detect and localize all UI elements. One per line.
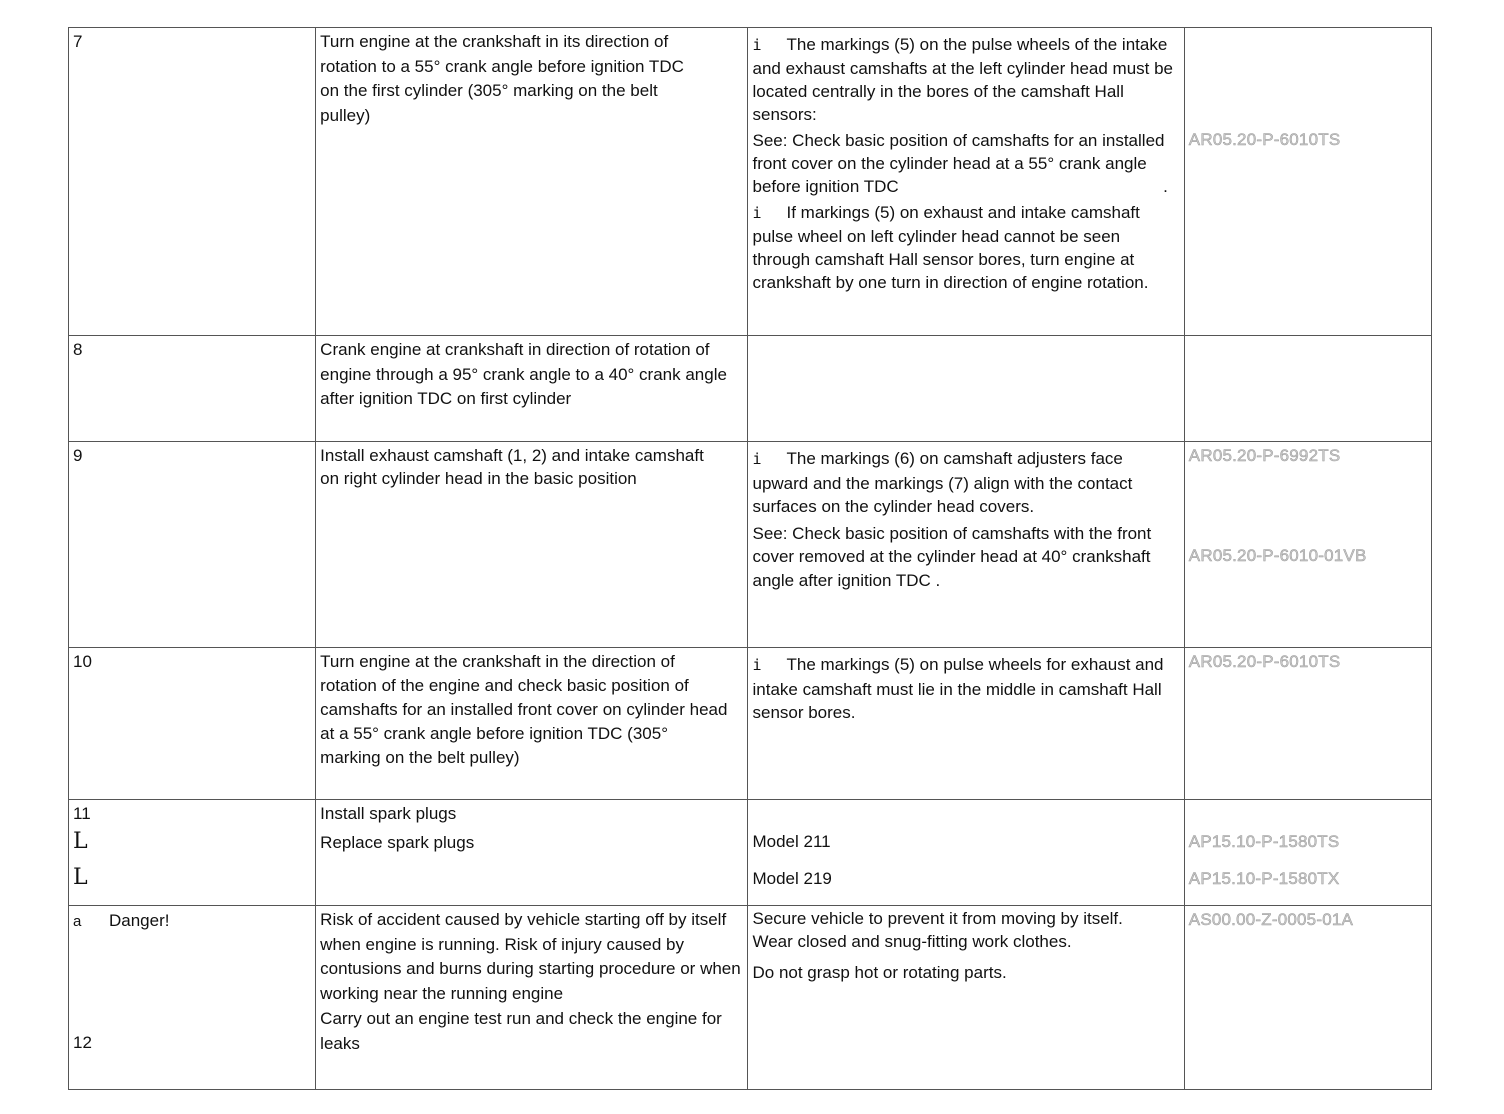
- see-text: See: Check basic position of camshafts for an installed front cover on the cylinder head at a 55° crank angle before ignition TDC: [752, 131, 1165, 196]
- document-reference-link[interactable]: AR05.20-P-6010-01VB: [1188, 545, 1367, 565]
- action-cell: [316, 800, 748, 906]
- note-text: The markings (5) on pulse wheels for exhaust and intake camshaft must lie in the middle in camshaft Hall sensor bores.: [752, 655, 1164, 722]
- danger-label: Danger!: [109, 911, 170, 930]
- document-reference-link[interactable]: AS00.00-Z-0005-01A: [1188, 910, 1354, 929]
- see-end-mark: .: [1163, 177, 1168, 196]
- table-row: [69, 906, 1432, 1090]
- step-number-cell: [69, 906, 316, 1090]
- document-reference-link[interactable]: AR05.20-P-6992TS: [1188, 446, 1341, 465]
- step-number: 12: [73, 1032, 92, 1052]
- step-action: Turn engine at the crankshaft in the direction of rotation of the engine and check basic position of camshafts for an installed front cover on cylinder head at a 55° crank angle before ignition TDC (305° marking on the belt pulley): [320, 652, 728, 767]
- substep-action: Replace spark plugs: [320, 832, 475, 852]
- safety-instruction: Wear closed and snug-fitting work clothes.: [752, 931, 1072, 951]
- reference-cell: [1184, 336, 1431, 442]
- substep-marker-icon: L: [73, 864, 88, 890]
- action-cell: [316, 906, 748, 1090]
- danger-text: Risk of accident caused by vehicle starting off by itself when engine is running. Risk of injury caused by contusions and burns during starting procedure or when working near the running engine: [320, 910, 741, 1003]
- note-block: [752, 447, 1179, 519]
- document-reference-link[interactable]: AP15.10-P-1580TX: [1188, 868, 1340, 888]
- procedure-table: [68, 27, 1432, 1090]
- note-block: [752, 653, 1179, 725]
- note-text: If markings (5) on exhaust and intake camshaft pulse wheel on left cylinder head cannot be seen through camshaft Hall sensor bores, turn engine at crankshaft by one turn in direction of engine rotation.: [752, 203, 1149, 292]
- note-cell: [748, 648, 1184, 800]
- reference-cell: [1184, 906, 1431, 1090]
- substep-marker-icon: L: [73, 828, 88, 854]
- reference-cell: [1184, 648, 1431, 800]
- see-reference: [752, 522, 1179, 593]
- table-row: [69, 28, 1432, 336]
- info-icon: i: [752, 36, 762, 54]
- step-number-cell: [69, 800, 316, 906]
- see-text: See: Check basic position of camshafts with the front cover removed at the cylinder head at 40° crankshaft angle after ignition TDC .: [752, 523, 1152, 590]
- action-cell: [316, 336, 748, 442]
- info-icon: i: [752, 204, 762, 222]
- step-number: 9: [73, 446, 83, 465]
- table-row: [69, 800, 1432, 906]
- step-number-cell: [69, 336, 316, 442]
- note-text: The markings (5) on the pulse wheels of the intake and exhaust camshafts at the left cylinder head must be located centrally in the bores of the camshaft Hall sensors:: [752, 35, 1174, 124]
- step-number: 10: [73, 652, 92, 671]
- step-number: 7: [73, 32, 83, 51]
- reference-cell: [1184, 800, 1431, 906]
- safety-instruction: Do not grasp hot or rotating parts.: [752, 963, 1007, 982]
- reference-cell: [1184, 28, 1431, 336]
- note-text: The markings (6) on camshaft adjusters face upward and the markings (7) align with the contact surfaces on the cylinder head covers.: [752, 449, 1133, 516]
- note-block: [752, 201, 1179, 294]
- model-label: Model 211: [752, 832, 831, 851]
- step-number: 11: [73, 804, 91, 823]
- table-row: [69, 442, 1432, 648]
- action-cell: [316, 28, 748, 336]
- step-action: Carry out an engine test run and check the engine for leaks: [320, 1009, 722, 1053]
- danger-warning-icon: a: [73, 913, 82, 930]
- step-action: Crank engine at crankshaft in direction of rotation of engine through a 95° crank angle to a 40° crank angle after ignition TDC on first cylinder: [320, 340, 727, 408]
- step-number-cell: [69, 28, 316, 336]
- note-cell: [748, 906, 1184, 1090]
- step-number-cell: [69, 442, 316, 648]
- info-icon: i: [752, 450, 762, 468]
- note-cell: [748, 442, 1184, 648]
- note-cell: [748, 800, 1184, 906]
- note-cell: [748, 28, 1184, 336]
- note-cell: [748, 336, 1184, 442]
- table-row: [69, 336, 1432, 442]
- note-block: [752, 33, 1179, 126]
- step-number: 8: [73, 340, 83, 359]
- document-reference-link[interactable]: AR05.20-P-6010TS: [1188, 652, 1341, 671]
- step-action: Turn engine at the crankshaft in its direction of rotation to a 55° crank angle before ignition TDC on the first cylinder (305° marking on the belt pulley): [320, 32, 684, 125]
- info-icon: i: [752, 656, 762, 674]
- step-number-cell: [69, 648, 316, 800]
- step-action: Install spark plugs: [320, 804, 457, 823]
- step-action: Install exhaust camshaft (1, 2) and intake camshaft on right cylinder head in the basic position: [320, 446, 704, 488]
- see-reference: [752, 129, 1179, 198]
- table-row: [69, 648, 1432, 800]
- reference-cell: [1184, 442, 1431, 648]
- action-cell: [316, 648, 748, 800]
- safety-instruction: Secure vehicle to prevent it from moving by itself.: [752, 909, 1123, 928]
- action-cell: [316, 442, 748, 648]
- document-reference-link[interactable]: AR05.20-P-6010TS: [1188, 130, 1341, 149]
- danger-label-line: [73, 909, 311, 935]
- document-reference-link[interactable]: AP15.10-P-1580TS: [1188, 832, 1340, 851]
- model-label: Model 219: [752, 868, 832, 888]
